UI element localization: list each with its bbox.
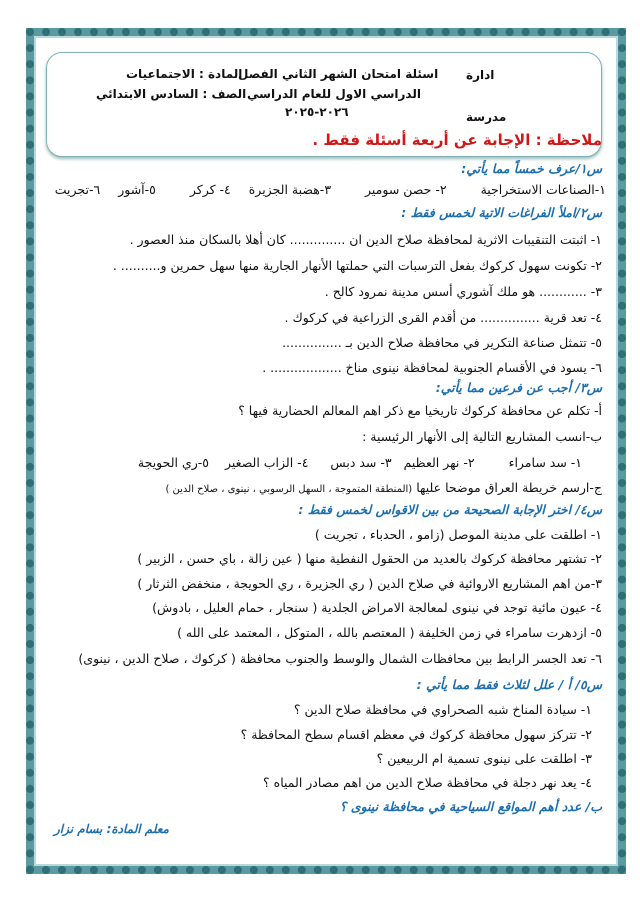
q5-part-b: ب/ عدد أهم المواقع السياحية في محافظة نينوى ؟	[339, 799, 602, 814]
exam-title-line1: اسئلة امتحان الشهر الثاني الفصل	[238, 67, 439, 81]
q3-c-detail: (المنطقة المتموجة ، السهل الرسوبي ، نينوى ، صلاح الدين )	[165, 484, 413, 495]
q1-items	[55, 181, 606, 199]
q1-item: ٤- كركر	[189, 182, 231, 197]
q1-item: ٥-آشور	[118, 182, 156, 197]
q3-b-item: ١- سد سامراء	[508, 455, 582, 470]
q2-item: ٦- يسود في الأقسام الجنوبية لمحافظة نينوى مناخ .................. .	[262, 360, 602, 375]
q3-b-item: ٢- نهر العظيم	[403, 455, 475, 470]
q2-item: ٢- تكونت سهول كركوك بفعل الترسبات التي حملتها الأنهار الجارية منها سهل حمرين و.......... .	[112, 258, 602, 273]
q4-title: س٤/ اختر الإجابة الصحيحة من بين الاقواس لخمس فقط :	[298, 502, 602, 517]
q1-item: ٦-تجريت	[54, 182, 101, 197]
q5-item: ٣- اطلقت على نينوى تسمية ام الربيعين ؟	[376, 751, 592, 766]
grade-label: الصف : السادس الابتدائي	[96, 87, 247, 101]
q5-item: ٢- تتركز سهول محافظة كركوك في معظم اقسام سطح المحافظة ؟	[240, 727, 592, 742]
q4-item: ١- اطلقت على مدينة الموصل (زامو ، الحدباء ، تجريت )	[314, 527, 602, 542]
q2-item: ٣- ............ هو ملك آشوري أسس مدينة نمرود كالح .	[324, 284, 602, 299]
q1-title: س١/عرف خمساً مما يأتي:	[461, 161, 602, 176]
q3-b-items	[138, 454, 582, 472]
q4-item: ٤- عيون مائية توجد في نينوى لمعالجة الامراض الجلدية ( سنجار ، حمام العليل ، بادوش)	[152, 600, 602, 615]
school-label: مدرسة	[466, 110, 507, 124]
q3-part-b: ب-انسب المشاريع التالية إلى الأنهار الرئيسية :	[362, 429, 602, 444]
q1-item: ١-الصناعات الاستخراجية	[480, 182, 606, 197]
q3-c-text: ج-ارسم خريطة العراق موضحا عليها	[416, 480, 602, 495]
q3-b-item: ٥-ري الحويجة	[137, 455, 210, 470]
teacher-name: معلم المادة: بسام نزار	[54, 822, 169, 836]
q3-part-a: أ- تكلم عن محافظة كركوك تاريخيا مع ذكر اهم المعالم الحضارية فيها ؟	[238, 403, 602, 418]
q4-item: ٢- تشتهر محافظة كركوك بالعديد من الحقول النفطية منها ( عين زالة ، باي حسن ، الزبير )	[137, 551, 602, 566]
q2-item: ٥- تتمثل صناعة التكرير في محافظة صلاح الدين بـ ...............	[282, 335, 602, 350]
q1-item: ٢- حصن سومير	[365, 182, 447, 197]
q2-item: ١- اثبتت التنقيبات الاثرية لمحافظة صلاح الدين ان .............. كان أهلا بالسكان منذ العصور .	[129, 232, 602, 247]
q3-b-item: ٣- سد دبس	[330, 455, 392, 470]
q5-item: ١- سيادة المناخ شبه الصحراوي في محافظة صلاح الدين ؟	[293, 702, 592, 717]
academic-year: ٢٠٢٦-٢٠٢٥	[285, 105, 349, 119]
q1-item: ٣-هضبة الجزيرة	[248, 182, 332, 197]
q4-item: ٦- تعد الجسر الرابط بين محافظات الشمال والوسط والجنوب محافظة ( كركوك ، صلاح الدين ، نينوى)	[78, 651, 602, 666]
exam-title-line2: الدراسي الاول للعام الدراسي	[247, 87, 421, 101]
subject-label: المادة : الاجتماعيات	[126, 67, 243, 81]
exam-note: ملاحظة : الإجابة عن أربعة أسئلة فقط .	[312, 131, 602, 149]
q5-item: ٤- يعد نهر دجلة في محافظة صلاح الدين من اهم مصادر المياه ؟	[263, 775, 592, 790]
q3-b-item: ٤- الزاب الصغير	[225, 455, 309, 470]
admin-label: ادارة	[466, 68, 495, 82]
q3-part-c	[165, 479, 602, 499]
q2-item: ٤- تعد قرية ............... من أقدم القرى الزراعية في كركوك .	[284, 310, 602, 325]
q4-item: ٥- ازدهرت سامراء في زمن الخليفة ( المعتصم بالله ، المتوكل ، المعتمد على الله )	[177, 625, 602, 640]
q5-title: س٥/ أ / علل لثلاث فقط مما يأتي :	[416, 677, 602, 692]
q3-title: س٣/ أجب عن فرعين مما يأتي:	[435, 380, 602, 395]
q4-item: ٣-من اهم المشاريع الاروائية في صلاح الدين ( ري الجزيرة ، ري الحويجة ، منخفض الثرثار )	[137, 576, 602, 591]
q2-title: س٢/املأ الفراغات الاتية لخمس فقط :	[401, 205, 602, 220]
